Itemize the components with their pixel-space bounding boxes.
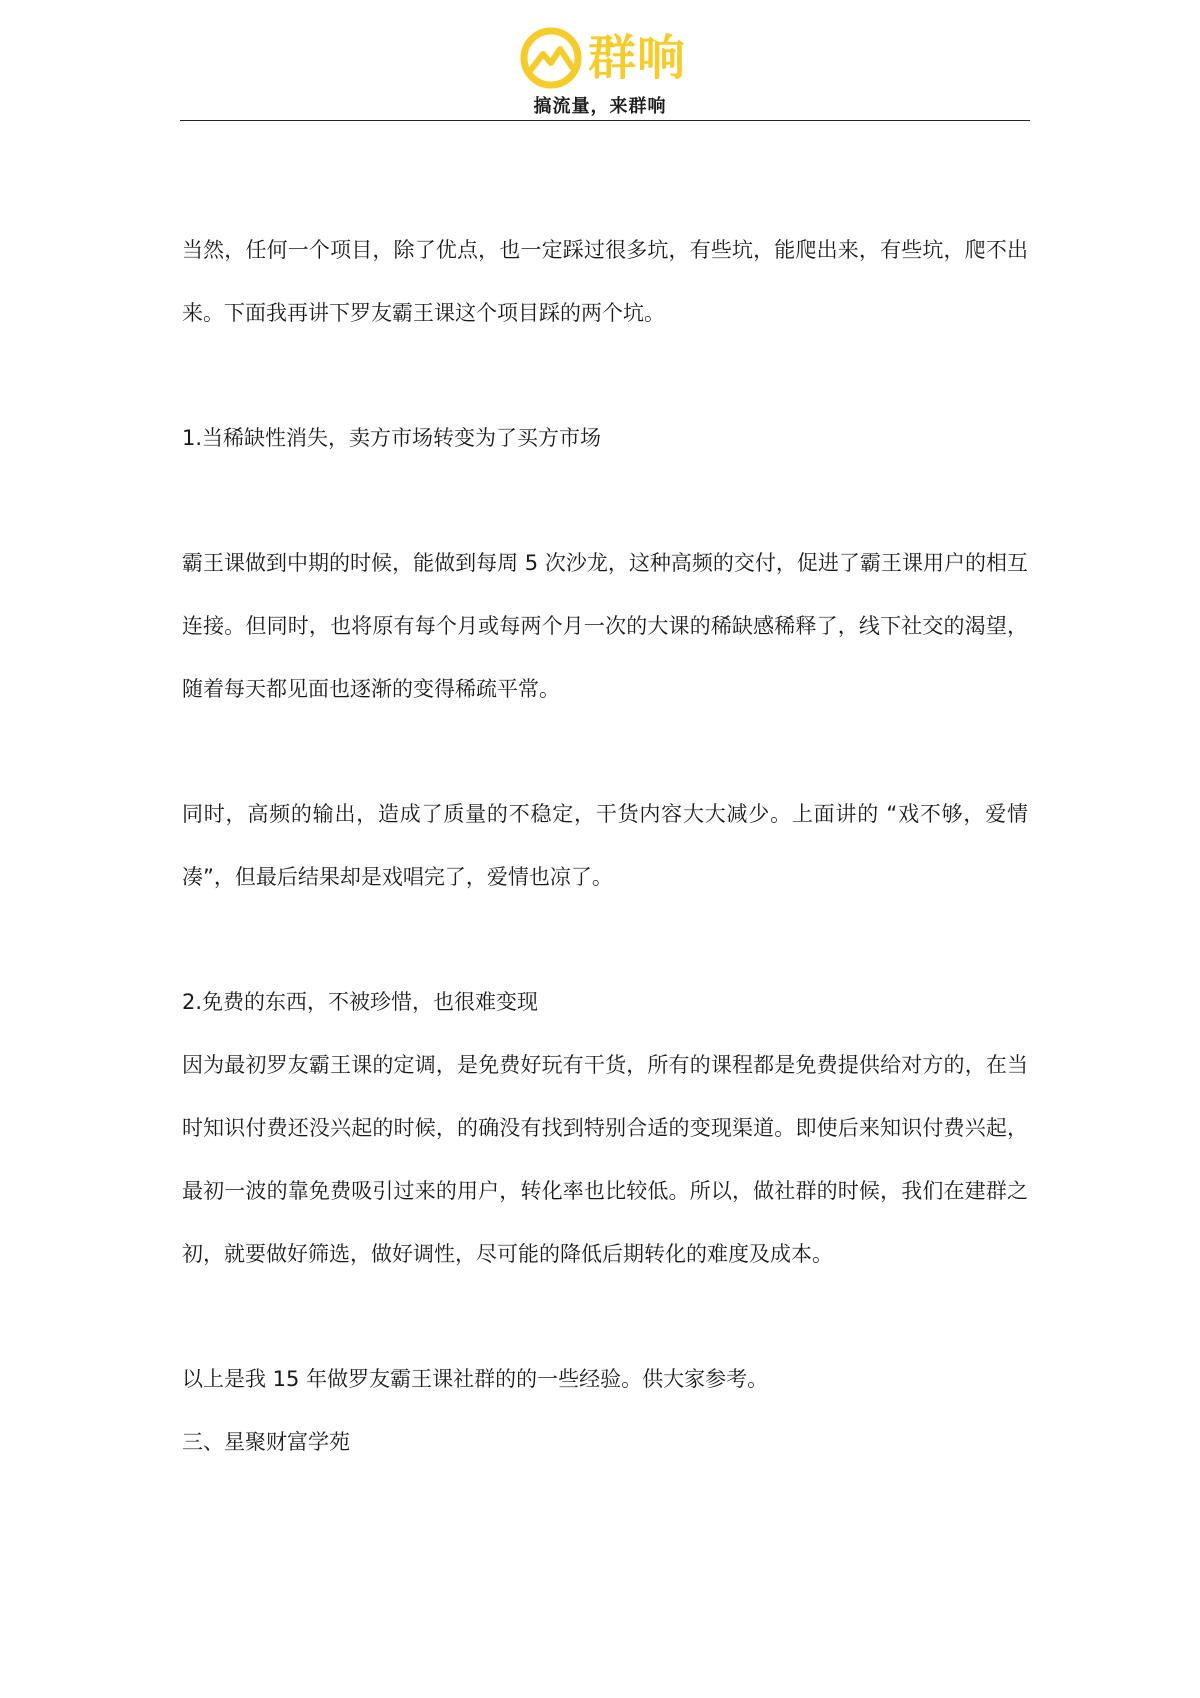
heading-point-1: 1.当稀缺性消失，卖方市场转变为了买方市场 bbox=[182, 426, 602, 450]
section-heading-3: 三、星聚财富学苑 bbox=[182, 1430, 350, 1454]
brand-logo bbox=[520, 26, 686, 90]
brand-slogan: 搞流量，来群响 bbox=[533, 96, 667, 117]
brand-name: 群响 bbox=[588, 30, 687, 86]
paragraph-summary: 以上是我 15 年做罗友霸王课社群的的一些经验。供大家参考。 bbox=[182, 1367, 769, 1391]
paragraph-point-1-detail: 霸王课做到中期的时候，能做到每周 5 次沙龙，这种高频的交付，促进了霸王课用户的相互连接。但同时，也将原有每个月或每两个月一次的大课的稀缺感稀释了，线下社交的渴望，随着每天都见面也逐渐的变得稀疏平常。 bbox=[182, 551, 1028, 701]
paragraph-intro: 当然，任何一个项目，除了优点，也一定踩过很多坑，有些坑，能爬出来，有些坑，爬不出来。下面我再讲下罗友霸王课这个项目踩的两个坑。 bbox=[182, 238, 1028, 325]
header-divider bbox=[180, 120, 1030, 121]
page-header bbox=[0, 0, 1200, 125]
paragraph-point-2-detail: 因为最初罗友霸王课的定调，是免费好玩有干货，所有的课程都是免费提供给对方的，在当时知识付费还没兴起的时候，的确没有找到特别合适的变现渠道。即使后来知识付费兴起，最初一波的靠免费吸引过来的用户，转化率也比较低。所以，做社群的时候，我们在建群之初，就要做好筛选，做好调性，尽可能的降低后期转化的难度及成本。 bbox=[182, 1053, 1028, 1266]
heading-point-2: 2.免费的东西，不被珍惜，也很难变现 bbox=[182, 990, 539, 1014]
paragraph-point-1-quality: 同时，高频的输出，造成了质量的不稳定，干货内容大大减少。上面讲的 “戏不够，爱情凑”，但最后结果却是戏唱完了，爱情也凉了。 bbox=[182, 802, 1028, 889]
mountain-logo-icon bbox=[520, 27, 582, 89]
spacer bbox=[182, 909, 1028, 971]
spacer bbox=[182, 345, 1028, 407]
spacer bbox=[182, 470, 1028, 532]
document-body bbox=[182, 219, 1028, 1474]
spacer bbox=[182, 1286, 1028, 1348]
spacer bbox=[182, 721, 1028, 783]
